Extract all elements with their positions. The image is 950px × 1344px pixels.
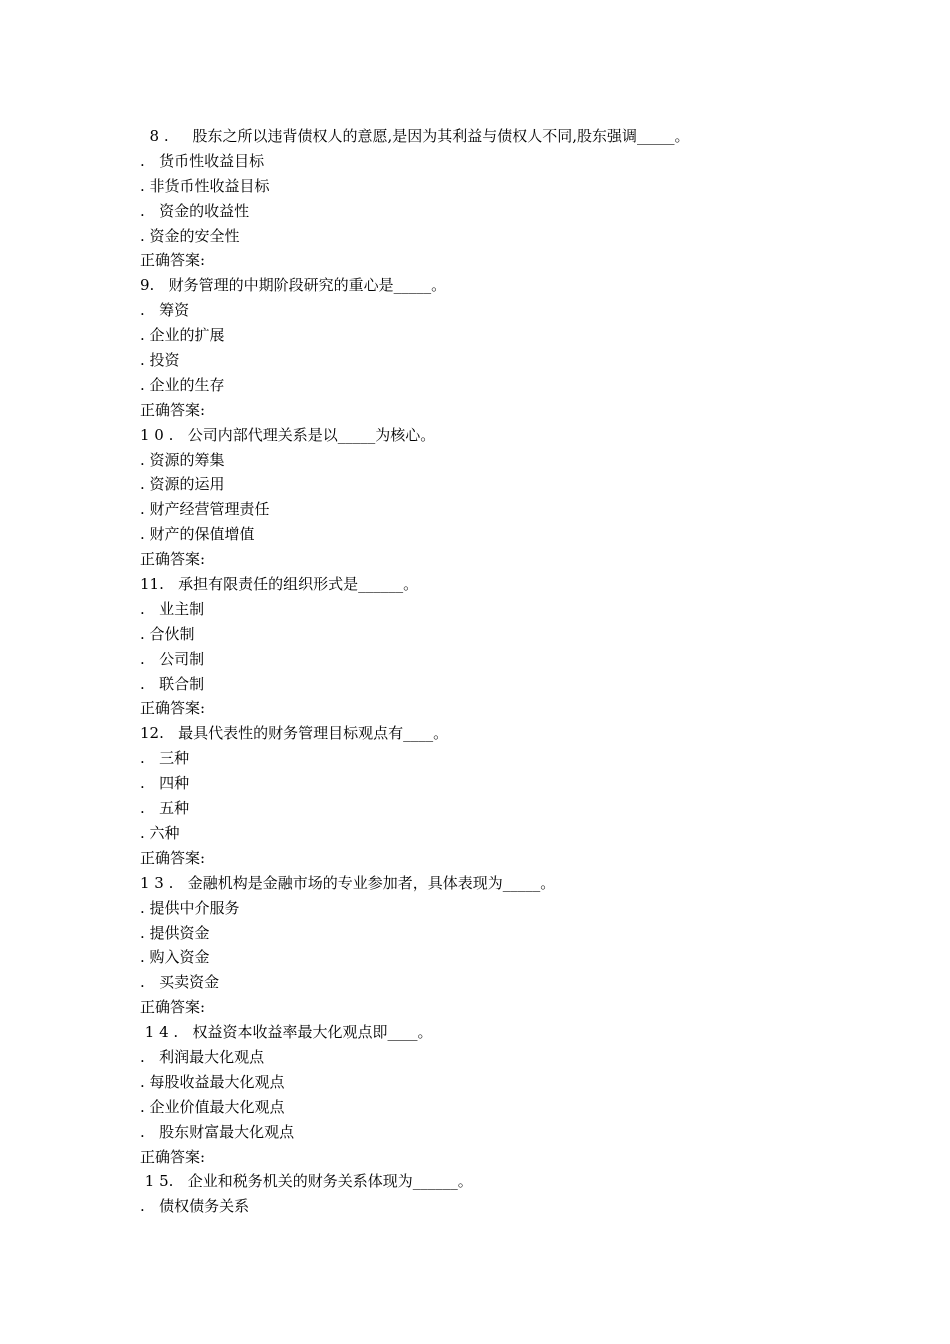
option: . 联合制 bbox=[140, 674, 205, 693]
option: . 公司制 bbox=[140, 649, 205, 668]
answer-label: 正确答案: bbox=[140, 699, 206, 718]
option: . 资源的运用 bbox=[140, 475, 225, 494]
answer-label: 正确答案: bbox=[140, 848, 206, 867]
question-15: 1 5. 企业和税务机关的财务关系体现为______。 bbox=[140, 1172, 473, 1191]
answer-label: 正确答案: bbox=[140, 400, 206, 419]
option: . 业主制 bbox=[140, 599, 205, 618]
option: . 企业的生存 bbox=[140, 375, 225, 394]
answer-label: 正确答案: bbox=[140, 251, 206, 270]
question-14: 1 4 . 权益资本收益率最大化观点即____。 bbox=[140, 1023, 433, 1042]
option: . 四种 bbox=[140, 774, 190, 793]
option: . 提供资金 bbox=[140, 923, 210, 942]
option: . 资源的筹集 bbox=[140, 450, 225, 469]
option: . 提供中介服务 bbox=[140, 898, 240, 917]
option: . 投资 bbox=[140, 351, 180, 370]
document-body bbox=[140, 124, 900, 1219]
question-11: 11. 承担有限责任的组织形式是______。 bbox=[140, 575, 419, 594]
option: . 购入资金 bbox=[140, 948, 210, 967]
option: . 三种 bbox=[140, 749, 190, 768]
answer-label: 正确答案: bbox=[140, 550, 206, 569]
option: . 资金的安全性 bbox=[140, 226, 240, 245]
question-13: 1 3 . 金融机构是金融市场的专业参加者，具体表现为_____。 bbox=[140, 873, 556, 892]
option: . 资金的收益性 bbox=[140, 201, 250, 220]
question-10: 1 0 . 公司内部代理关系是以_____为核心。 bbox=[140, 425, 436, 444]
option: . 利润最大化观点 bbox=[140, 1047, 265, 1066]
answer-label: 正确答案: bbox=[140, 998, 206, 1017]
option: . 债权债务关系 bbox=[140, 1197, 250, 1216]
option: . 财产的保值增值 bbox=[140, 525, 255, 544]
option: . 财产经营管理责任 bbox=[140, 500, 270, 519]
option: . 货币性收益目标 bbox=[140, 151, 265, 170]
option: . 合伙制 bbox=[140, 624, 195, 643]
question-9: 9. 财务管理的中期阶段研究的重心是_____。 bbox=[140, 276, 447, 295]
option: . 五种 bbox=[140, 799, 190, 818]
option: . 买卖资金 bbox=[140, 973, 220, 992]
option: . 每股收益最大化观点 bbox=[140, 1072, 285, 1091]
option: . 筹资 bbox=[140, 301, 190, 320]
option: . 企业的扩展 bbox=[140, 326, 225, 345]
question-8: 8 . 股东之所以违背债权人的意愿,是因为其利益与债权人不同,股东强调_____。 bbox=[140, 127, 690, 145]
option: . 股东财富最大化观点 bbox=[140, 1122, 295, 1141]
option: . 企业价值最大化观点 bbox=[140, 1097, 285, 1116]
option: . 非货币性收益目标 bbox=[140, 176, 270, 195]
answer-label: 正确答案: bbox=[140, 1147, 206, 1166]
option: . 六种 bbox=[140, 823, 180, 842]
question-12: 12. 最具代表性的财务管理目标观点有____。 bbox=[140, 724, 449, 743]
